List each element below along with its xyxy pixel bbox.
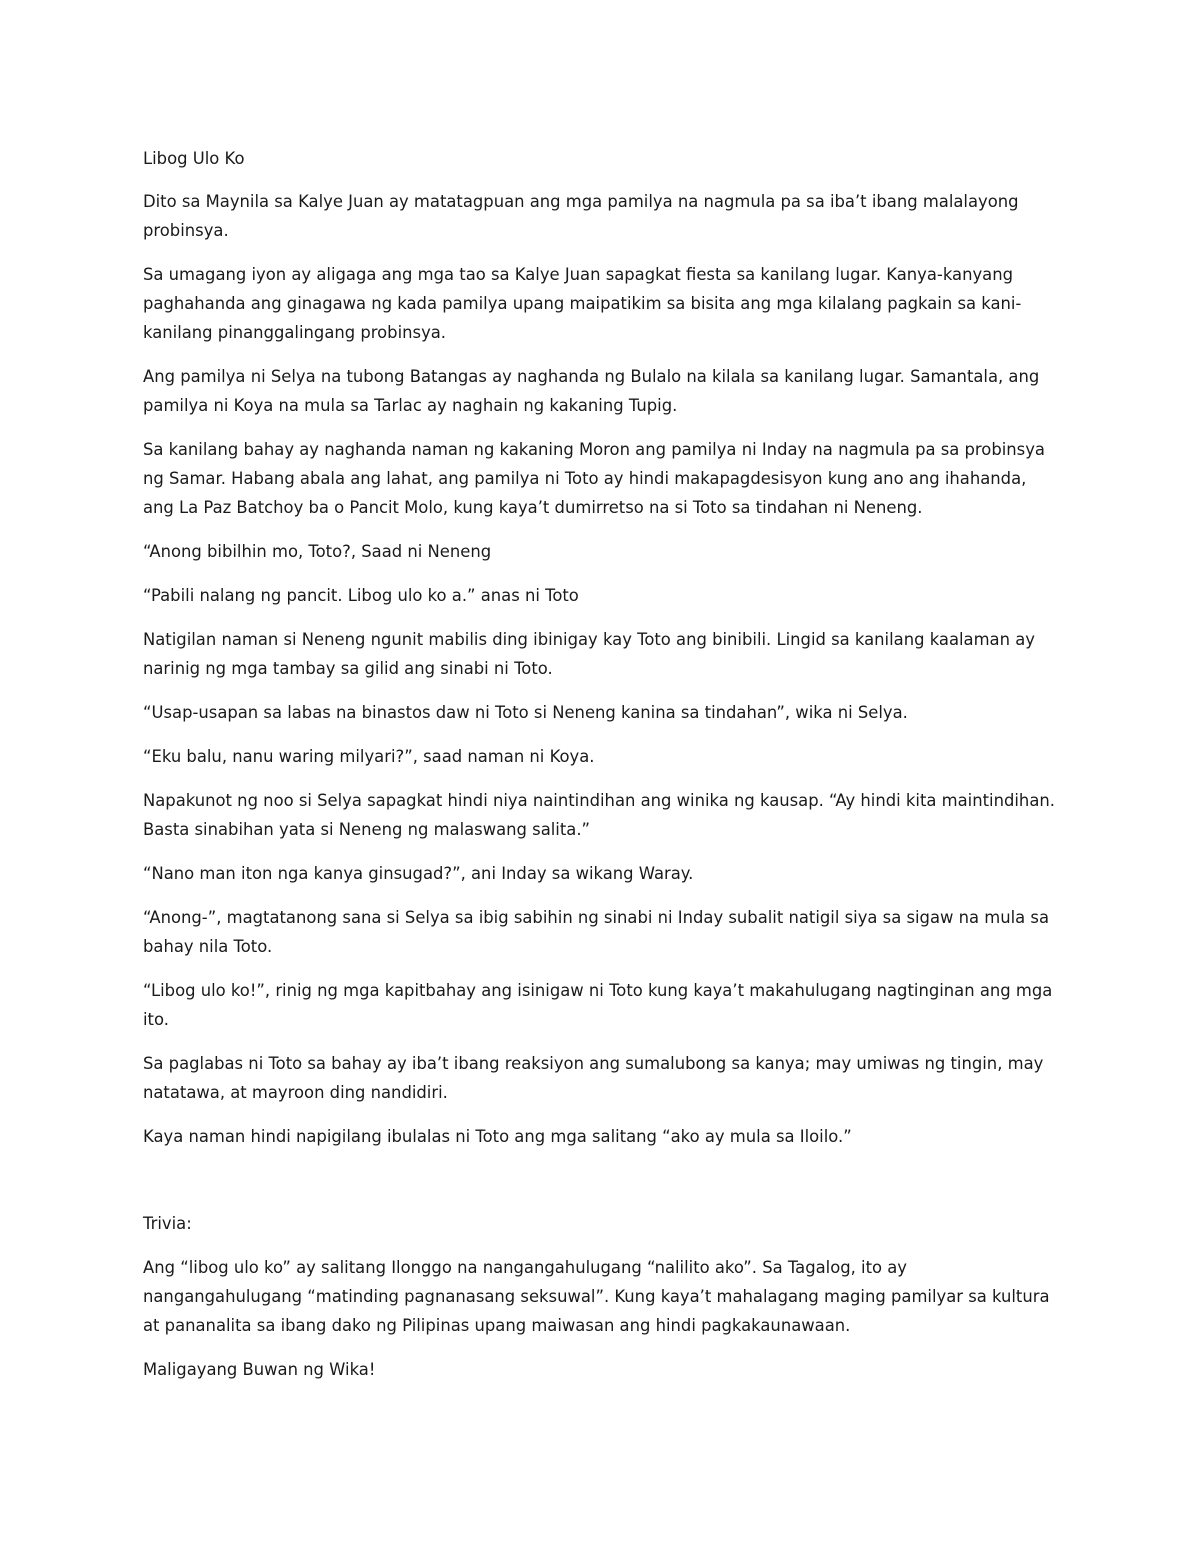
story-paragraph: Sa paglabas ni Toto sa bahay ay iba’t ibang reaksiyon ang sumalubong sa kanya; may umiwas ng tingin, may natatawa, at mayroon ding nandidiri.	[143, 1054, 1044, 1102]
story-paragraph: “Anong bibilhin mo, Toto?, Saad ni Neneng	[143, 542, 492, 561]
story-paragraph: “Libog ulo ko!”, rinig ng mga kapitbahay ang isinigaw ni Toto kung kaya’t makahulugang nagtinginan ang mga ito.	[143, 981, 1053, 1029]
closing-line: Maligayang Buwan ng Wika!	[143, 1360, 376, 1379]
trivia-heading: Trivia:	[143, 1214, 192, 1233]
story-paragraph: “Usap-usapan sa labas na binastos daw ni Toto si Neneng kanina sa tindahan”, wika ni Selya.	[143, 703, 908, 722]
story-paragraph: Natigilan naman si Neneng ngunit mabilis ding ibinigay kay Toto ang binibili. Lingid sa kanilang kaalaman ay narinig ng mga tambay sa gilid ang sinabi ni Toto.	[143, 630, 1035, 678]
story-paragraph: Kaya naman hindi napigilang ibulalas ni Toto ang mga salitang “ako ay mula sa Iloilo.”	[143, 1127, 852, 1146]
document-body	[143, 144, 1058, 1399]
story-paragraph: Dito sa Maynila sa Kalye Juan ay matatagpuan ang mga pamilya na nagmula pa sa iba’t ibang malalayong probinsya.	[143, 192, 1019, 240]
story-paragraph: Sa umagang iyon ay aligaga ang mga tao sa Kalye Juan sapagkat fiesta sa kanilang lugar. Kanya-kanyang paghahanda ang ginagawa ng kada pamilya upang maipatikim sa bisita ang mga kilalang pagkain sa kani-kanilang pinanggalingang probinsya.	[143, 265, 1022, 342]
section-spacer	[143, 1166, 1058, 1209]
story-paragraph: Ang pamilya ni Selya na tubong Batangas ay naghanda ng Bulalo na kilala sa kanilang lugar. Samantala, ang pamilya ni Koya na mula sa Tarlac ay naghain ng kakaning Tupig.	[143, 367, 1040, 415]
trivia-paragraph: Ang “libog ulo ko” ay salitang Ilonggo na nangangahulugang “nalilito ako”. Sa Tagalog, ito ay nangangahulugang “matinding pagnanasang seksuwal”. Kung kaya’t mahalagang maging pamilyar sa kultura at pananalita sa ibang dako ng Pilipinas upang maiwasan ang hindi pagkakaunawaan.	[143, 1258, 1050, 1335]
document-title: Libog Ulo Ko	[143, 149, 245, 168]
story-paragraph: Sa kanilang bahay ay naghanda naman ng kakaning Moron ang pamilya ni Inday na nagmula pa sa probinsya ng Samar. Habang abala ang lahat, ang pamilya ni Toto ay hindi makapagdesisyon kung ano ang ihahanda, ang La Paz Batchoy ba o Pancit Molo, kung kaya’t dumirretso na si Toto sa tindahan ni Neneng.	[143, 440, 1045, 517]
story-paragraph: “Anong-”, magtatanong sana si Selya sa ibig sabihin ng sinabi ni Inday subalit natigil siya sa sigaw na mula sa bahay nila Toto.	[143, 908, 1049, 956]
story-paragraph: “Pabili nalang ng pancit. Libog ulo ko a.” anas ni Toto	[143, 586, 579, 605]
story-paragraph: Napakunot ng noo si Selya sapagkat hindi niya naintindihan ang winika ng kausap. “Ay hindi kita maintindihan. Basta sinabihan yata si Neneng ng malaswang salita.”	[143, 791, 1055, 839]
story-paragraph: “Eku balu, nanu waring milyari?”, saad naman ni Koya.	[143, 747, 595, 766]
story-paragraph: “Nano man iton nga kanya ginsugad?”, ani Inday sa wikang Waray.	[143, 864, 694, 883]
